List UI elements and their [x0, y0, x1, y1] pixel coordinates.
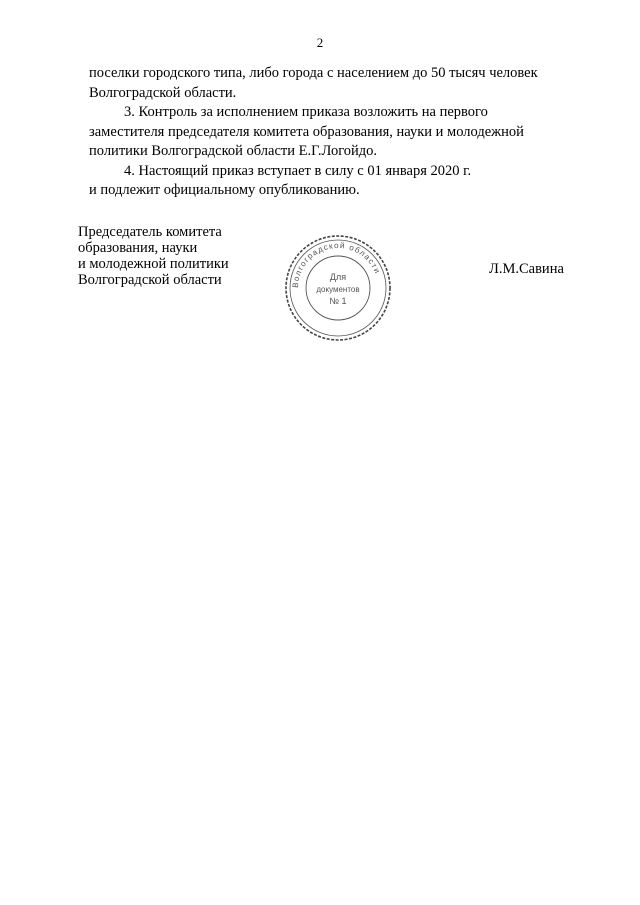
paragraph-line: политики Волгоградской области Е.Г.Логойдо.	[89, 143, 378, 159]
seal-ring-text: Волгоградской области	[290, 240, 383, 289]
seal-center-line: Для	[329, 272, 347, 282]
document-body	[89, 64, 571, 201]
official-seal-stamp	[283, 233, 393, 343]
signer-title	[78, 224, 229, 288]
paragraph-line: Волгоградской области.	[89, 84, 237, 101]
paragraph-line: 4. Настоящий приказ вступает в силу с 01 января 2020 г.	[124, 162, 472, 179]
signer-name: Л.М.Савина	[489, 261, 564, 277]
page-number: 2	[316, 35, 324, 50]
seal-center-line: № 1	[329, 296, 347, 306]
signer-title-line: и молодежной политики	[78, 256, 229, 272]
paragraph-line: и подлежит официальному опубликованию.	[89, 182, 360, 198]
paragraph-line: поселки городского типа, либо города с населением до 50 тысяч человек	[89, 65, 538, 81]
signer-title-line: Волгоградской области	[78, 272, 222, 288]
signer-title-line: Председатель комитета	[78, 224, 222, 240]
paragraph-line: 3. Контроль за исполнением приказа возложить на первого	[124, 104, 488, 120]
signer-title-line: образования, науки	[78, 240, 198, 256]
seal-center-line: документов	[316, 285, 360, 294]
paragraph-line: заместителя председателя комитета образования, науки и молодежной	[89, 123, 524, 140]
